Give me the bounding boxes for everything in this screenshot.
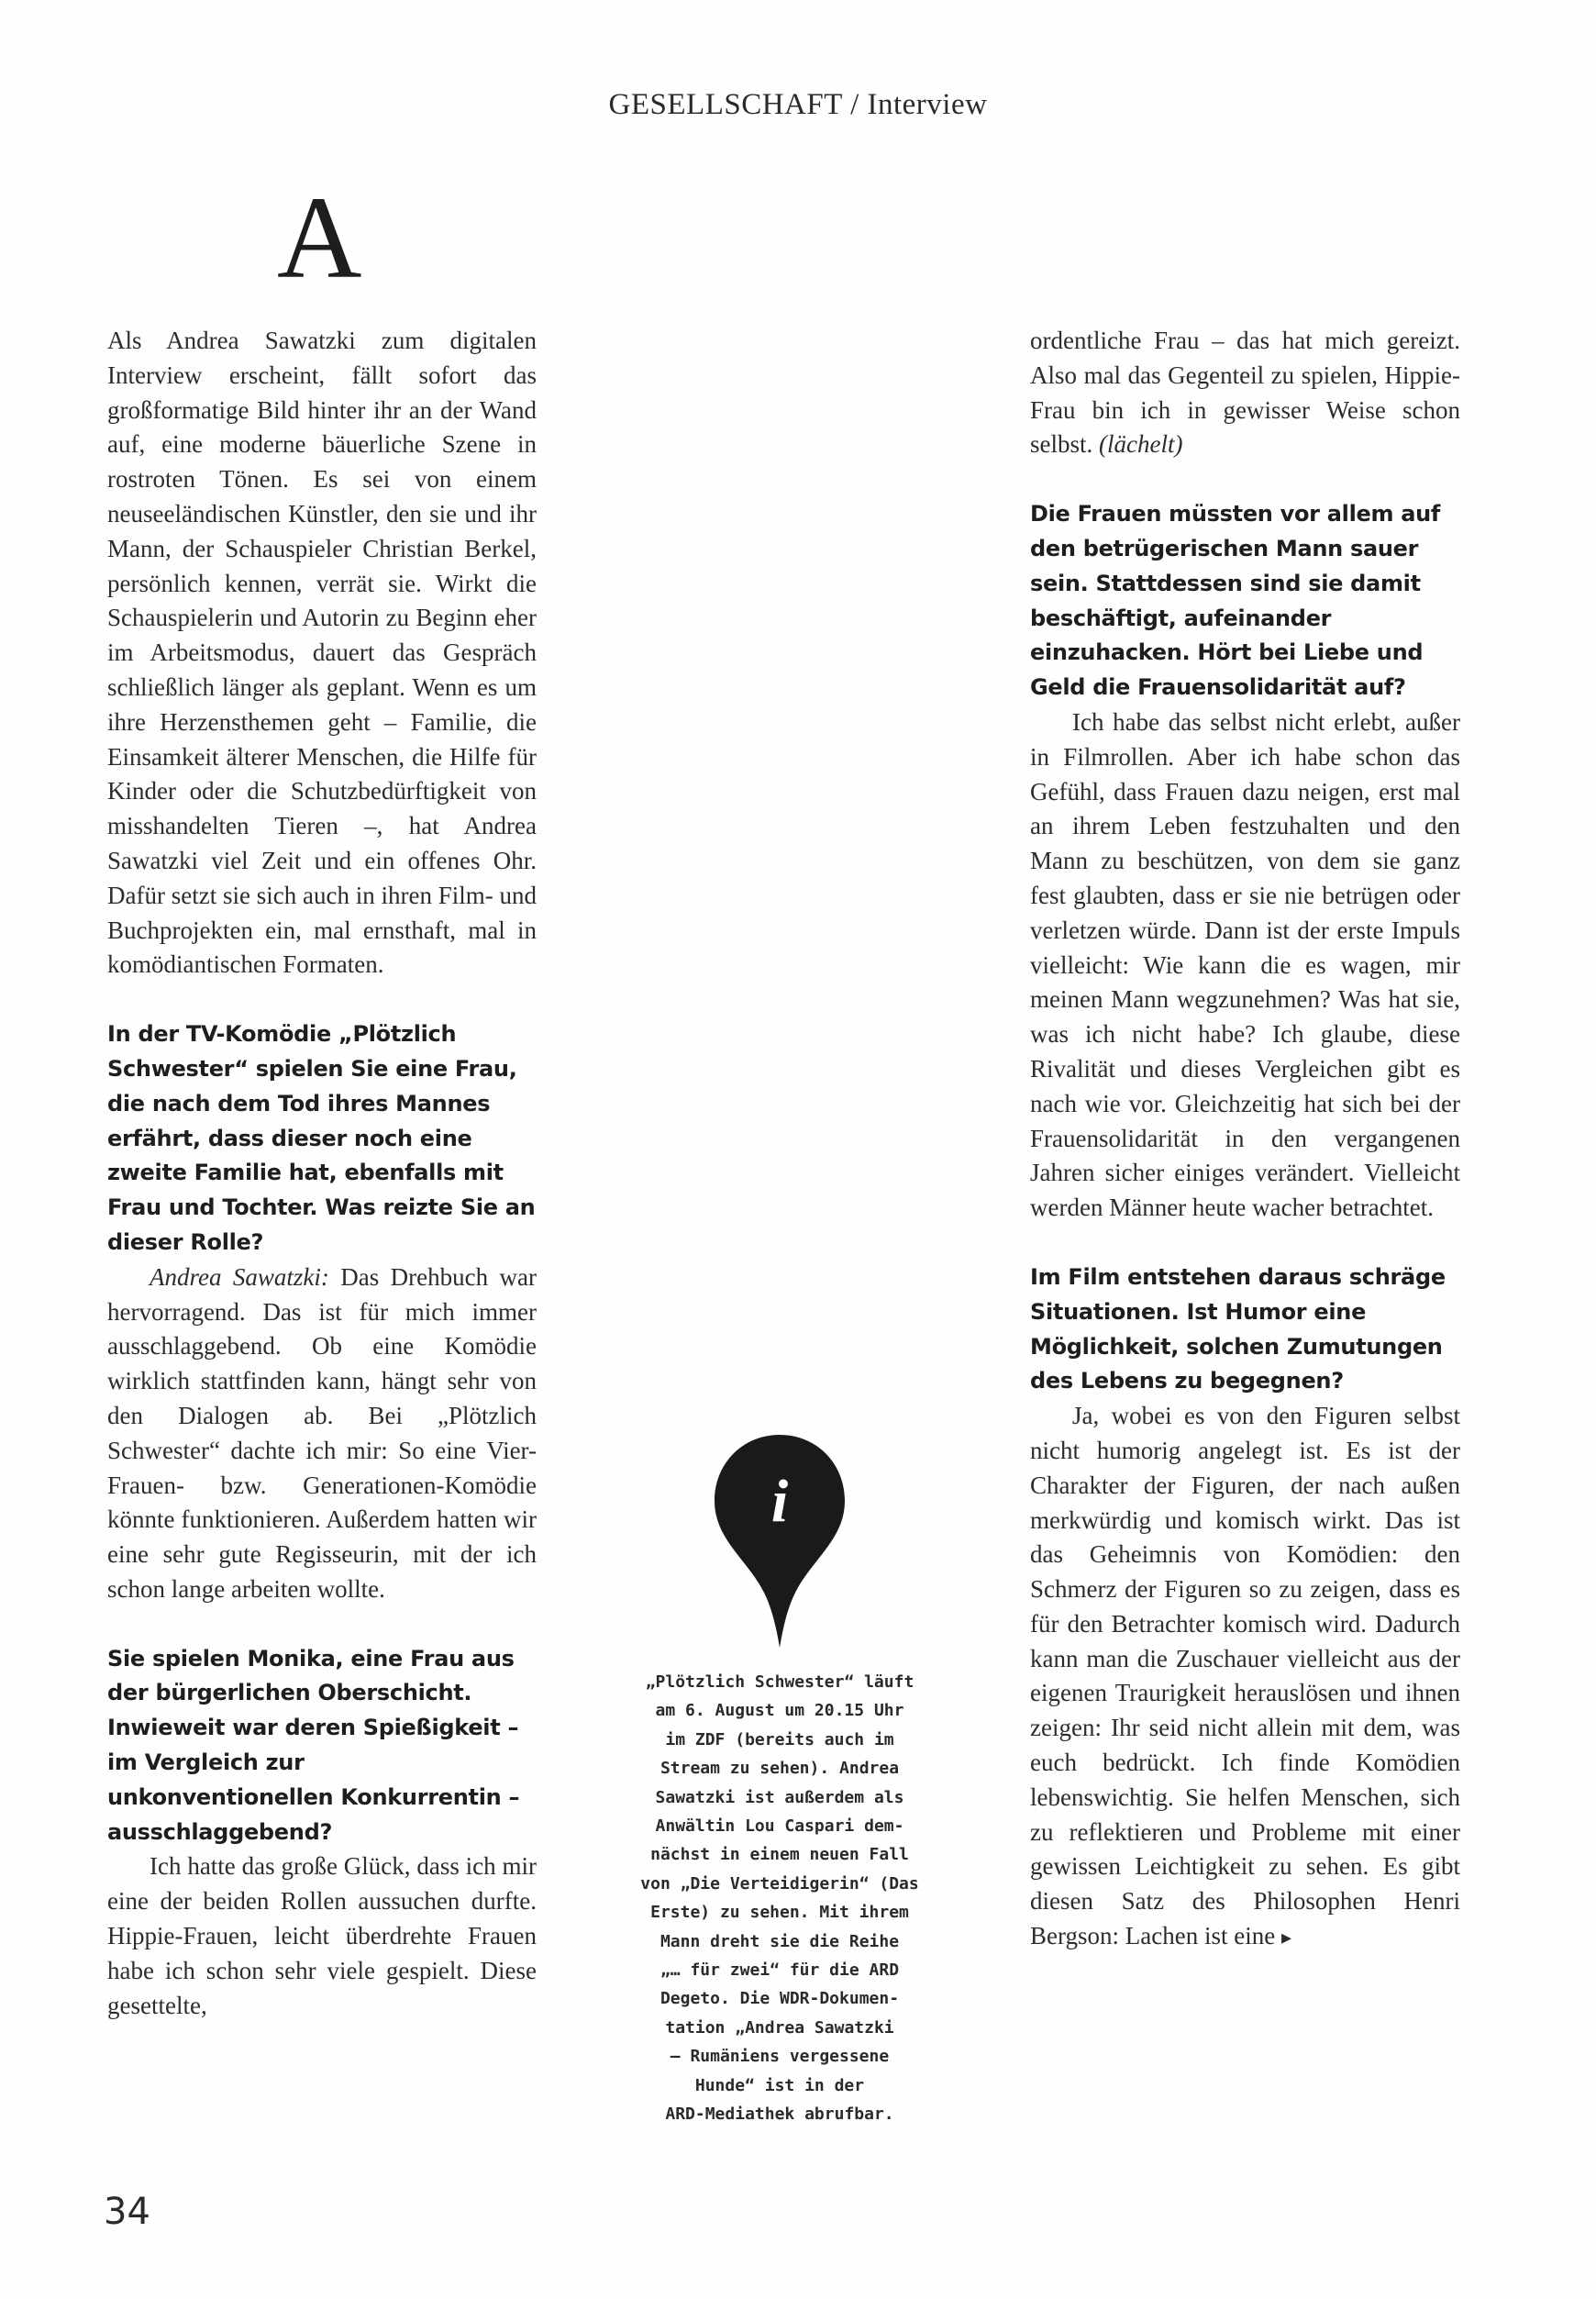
info-line: Hunde“ ist in der xyxy=(694,2075,865,2095)
header-separator: / xyxy=(842,88,868,121)
continue-arrow-icon: ▸ xyxy=(1280,1926,1291,1949)
info-line: „Plötzlich Schwester“ läuft xyxy=(645,1672,914,1692)
info-line: „… für zwei“ für die ARD xyxy=(659,1960,900,1981)
info-line: im ZDF (bereits auch im xyxy=(665,1729,894,1749)
info-letter: i xyxy=(770,1468,789,1535)
info-line: ARD-Mediathek abrufbar. xyxy=(665,2105,894,2125)
question-4: Im Film entstehen daraus schräge Situationen. Ist Humor eine Möglichkeit, solchen Zumutungen des Lebens zu begegnen? xyxy=(1030,1263,1446,1394)
answer-4-text: Ja, wobei es von den Figuren selbst nicht humorig angelegt ist. Es ist der Charakter der Figuren, der nach außen merkwürdig und komisch wirkt. Das ist das Geheimnis von Komödien: den Schmerz der Figuren so zu zeigen, dass es für den Betrachter komisch wird. Dadurch kann man die Zuschauer vielleicht aus der eigenen Traurigkeit herauslösen und ihnen zeigen: Ihr seid nicht allein mit dem, was euch bedrückt. Ich finde Komödien lebenswichtig. Sie helfen Menschen, sich zu reflektieren und Probleme mit einer gewissen Leichtigkeit zu sehen. Es gibt diesen Satz des Philosophen Henri Bergson: Lachen ist eine xyxy=(1030,1402,1460,1950)
info-line: tation „Andrea Sawatzki xyxy=(665,2017,894,2038)
info-text xyxy=(624,1668,936,2129)
info-box xyxy=(624,1431,936,2129)
pin-shape xyxy=(715,1435,845,1648)
info-line: nächst in einem neuen Fall xyxy=(650,1845,909,1865)
info-line: Degeto. Die WDR-Dokumen- xyxy=(659,1989,900,2009)
info-line: Mann dreht sie die Reihe xyxy=(659,1931,900,1951)
answer-2-aside: (lächelt) xyxy=(1099,430,1183,459)
info-line: Stream zu sehen). Andrea xyxy=(659,1759,900,1779)
drop-cap: A xyxy=(277,172,362,303)
info-pin-icon xyxy=(711,1431,848,1651)
answer-3: Ich habe das selbst nicht erlebt, außer in Filmrollen. Aber ich habe schon das Gefühl, dass Frauen dazu neigen, erst mal an ihrem Leben festzuhalten und den Mann zu beschützen, von dem sie ganz fest glaubten, dass er sie nie betrügen oder verletzen würde. Dann ist der erste Impuls vielleicht: Wie kann die es wagen, mir meinen Mann wegzunehmen? Was hat sie, was ich nicht habe? Ich glaube, diese Rivalität und dieses Vergleichen gibt es nach wie vor. Gleichzeitig hat sich bei der Frauensolidarität in den vergangenen Jahren sicher einiges verändert. Vielleicht werden Männer heute wacher betrachtet. xyxy=(1030,707,1460,1222)
info-line: Sawatzki ist außerdem als xyxy=(655,1787,904,1807)
intro-paragraph: Als Andrea Sawatzki zum digitalen Interview erscheint, fällt sofort das großformatige Bild hinter ihr an der Wand auf, eine moderne bäuerliche Szene in rostroten Tönen. Es sei von einem neuseeländischen Künstler, den sie und ihr Mann, der Schauspieler Christian Berkel, persönlich kennen, verrät sie. Wirkt die Schauspielerin und Autorin zu Beginn eher im Arbeitsmodus, dauert das Gespräch schließlich länger als geplant. Wenn es um ihre Herzensthemen geht – Familie, die Einsamkeit älterer Menschen, die Hilfe für Kinder oder die Schutzbedürftigkeit von misshandelten Tieren –, hat Andrea Sawatzki viel Zeit und ein offenes Ohr. Dafür setzt sie sich auch in ihren Film- und Buchprojekten ein, mal ernsthaft, mal in komödiantischen Formaten. xyxy=(107,327,537,979)
answer-2-continued xyxy=(1030,324,1460,462)
answer-1-text: Das Drehbuch war hervorragend. Das ist für mich immer ausschlaggebend. Ob eine Komödie wirklich stattfinden kann, hängt sehr von den Dialogen ab. Bei „Plötzlich Schwester“ dachte ich mir: So eine Vier-Frauen- bzw. Generationen-Komödie könnte funktionieren. Außerdem hatten wir eine sehr gute Regisseurin, mit der ich schon lange arbeiten wollte. xyxy=(107,1262,537,1603)
question-2: Sie spielen Monika, eine Frau aus der bürgerlichen Oberschicht. Inwieweit war deren Spießigkeit – im Vergleich zur unkonventionellen Konkurrentin – ausschlaggebend? xyxy=(107,1645,520,1845)
header-kind: Interview xyxy=(867,88,988,121)
page-header xyxy=(0,88,1596,122)
info-line: Anwältin Lou Caspari dem- xyxy=(655,1816,904,1837)
answer-4 xyxy=(1030,1399,1460,1955)
header-section: GESELLSCHAFT xyxy=(608,88,843,121)
info-line: von „Die Verteidigerin“ (Das xyxy=(640,1873,919,1894)
info-line: am 6. August um 20.15 Uhr xyxy=(655,1701,904,1721)
info-line: Erste) zu sehen. Mit ihrem xyxy=(650,1903,909,1923)
right-column xyxy=(1030,324,1460,1955)
question-1: In der TV-Komödie „Plötzlich Schwester“ spielen Sie eine Frau, die nach dem Tod ihres Mannes erfährt, dass dieser noch eine zweite Familie hat, ebenfalls mit Frau und Tochter. Was reizte Sie an dieser Rolle? xyxy=(107,1021,536,1255)
answer-1-speaker: Andrea Sawatzki: xyxy=(150,1262,329,1291)
answer-1 xyxy=(107,1261,537,1607)
page-number: 34 xyxy=(104,2191,150,2233)
left-column xyxy=(107,324,537,2023)
answer-2: Ich hatte das große Glück, dass ich mir eine der beiden Rollen aussuchen durfte. Hippie-Frauen, leicht überdrehte Frauen habe ich schon sehr viele gespielt. Diese gesettelte, xyxy=(107,1852,537,2019)
info-line: – Rumäniens vergessene xyxy=(670,2047,890,2067)
question-3: Die Frauen müssten vor allem auf den betrügerischen Mann sauer sein. Stattdessen sind sie damit beschäftigt, aufeinander einzuhacken. Hört bei Liebe und Geld die Frauensolidarität auf? xyxy=(1030,501,1441,701)
answer-2-continued-text: ordentliche Frau – das hat mich gereizt. Also mal das Gegenteil zu spielen, Hippie-Frau bin ich in gewisser Weise schon selbst. xyxy=(1030,327,1460,459)
